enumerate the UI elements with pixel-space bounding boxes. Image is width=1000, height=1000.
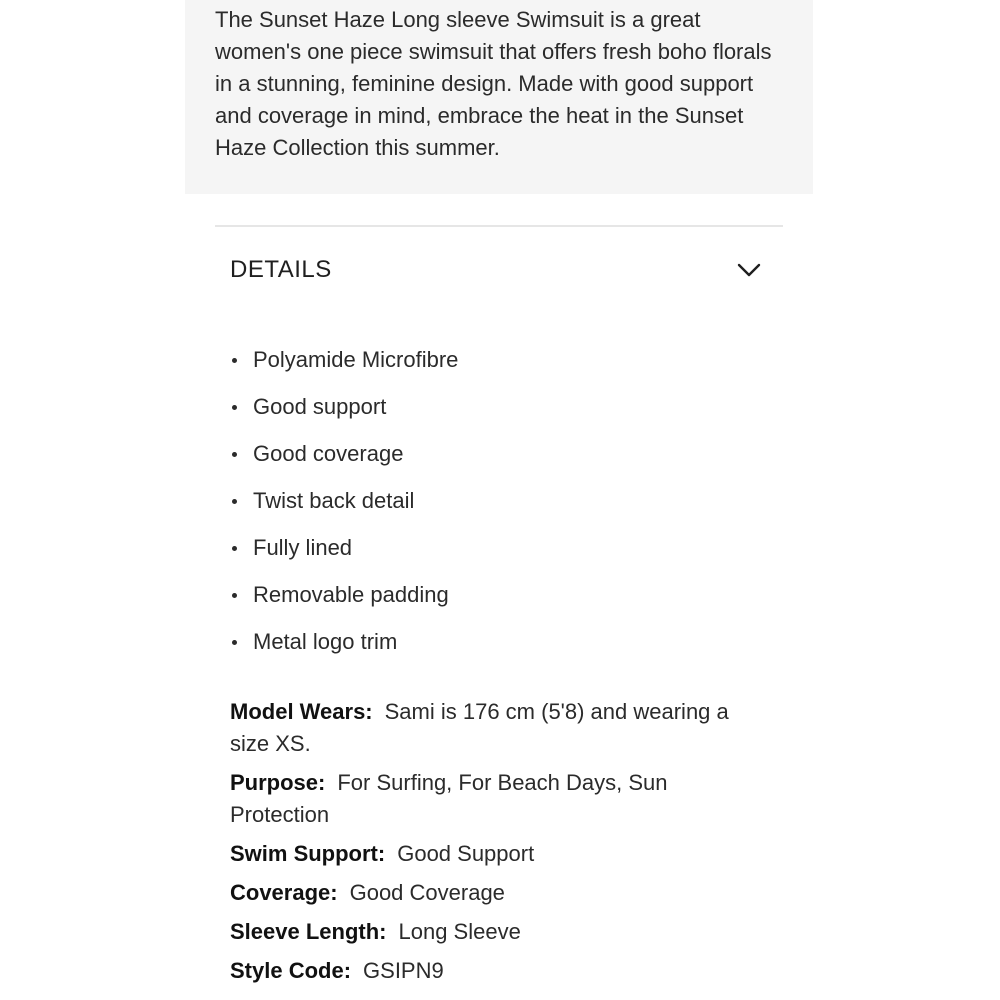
spec-purpose — [230, 767, 760, 831]
spec-label: Swim Support: — [230, 841, 386, 866]
spec-value: Long Sleeve — [398, 919, 521, 944]
feature-item: Polyamide Microfibre — [230, 336, 458, 383]
spec-label: Purpose: — [230, 770, 326, 795]
spec-coverage — [230, 877, 760, 909]
spec-label: Sleeve Length: — [230, 919, 387, 944]
spec-style-code — [230, 955, 760, 987]
details-accordion-toggle[interactable] — [215, 246, 783, 294]
spec-value: Good Coverage — [349, 880, 505, 905]
spec-sleeve-length — [230, 916, 760, 948]
feature-item: Good support — [230, 383, 458, 430]
product-specs — [230, 696, 760, 994]
spec-model-wears — [230, 696, 760, 760]
spec-value: Good Support — [397, 841, 535, 866]
feature-item: Fully lined — [230, 524, 458, 571]
product-description-text: The Sunset Haze Long sleeve Swimsuit is a great women's one piece swimsuit that offers fresh boho florals in a stunning, feminine design. Made with good support and coverage in mind, embrace the heat in the Sunset Haze Collection this summer. — [215, 7, 772, 160]
spec-label: Model Wears: — [230, 699, 373, 724]
feature-item: Removable padding — [230, 571, 458, 618]
spec-value: GSIPN9 — [363, 958, 444, 983]
feature-item: Good coverage — [230, 430, 458, 477]
details-section-title: DETAILS — [230, 256, 332, 283]
spec-value: For Surfing, For Beach Days, Sun Protection — [230, 770, 668, 827]
spec-value: Sami is 176 cm (5'8) and wearing a size XS. — [230, 699, 729, 756]
spec-label: Coverage: — [230, 880, 338, 905]
feature-item: Metal logo trim — [230, 618, 458, 665]
feature-item: Twist back detail — [230, 477, 458, 524]
chevron-down-icon[interactable] — [735, 256, 763, 284]
features-list — [230, 336, 458, 665]
section-divider — [215, 225, 783, 227]
spec-swim-support — [230, 838, 760, 870]
product-description-panel — [185, 0, 813, 194]
spec-label: Style Code: — [230, 958, 352, 983]
